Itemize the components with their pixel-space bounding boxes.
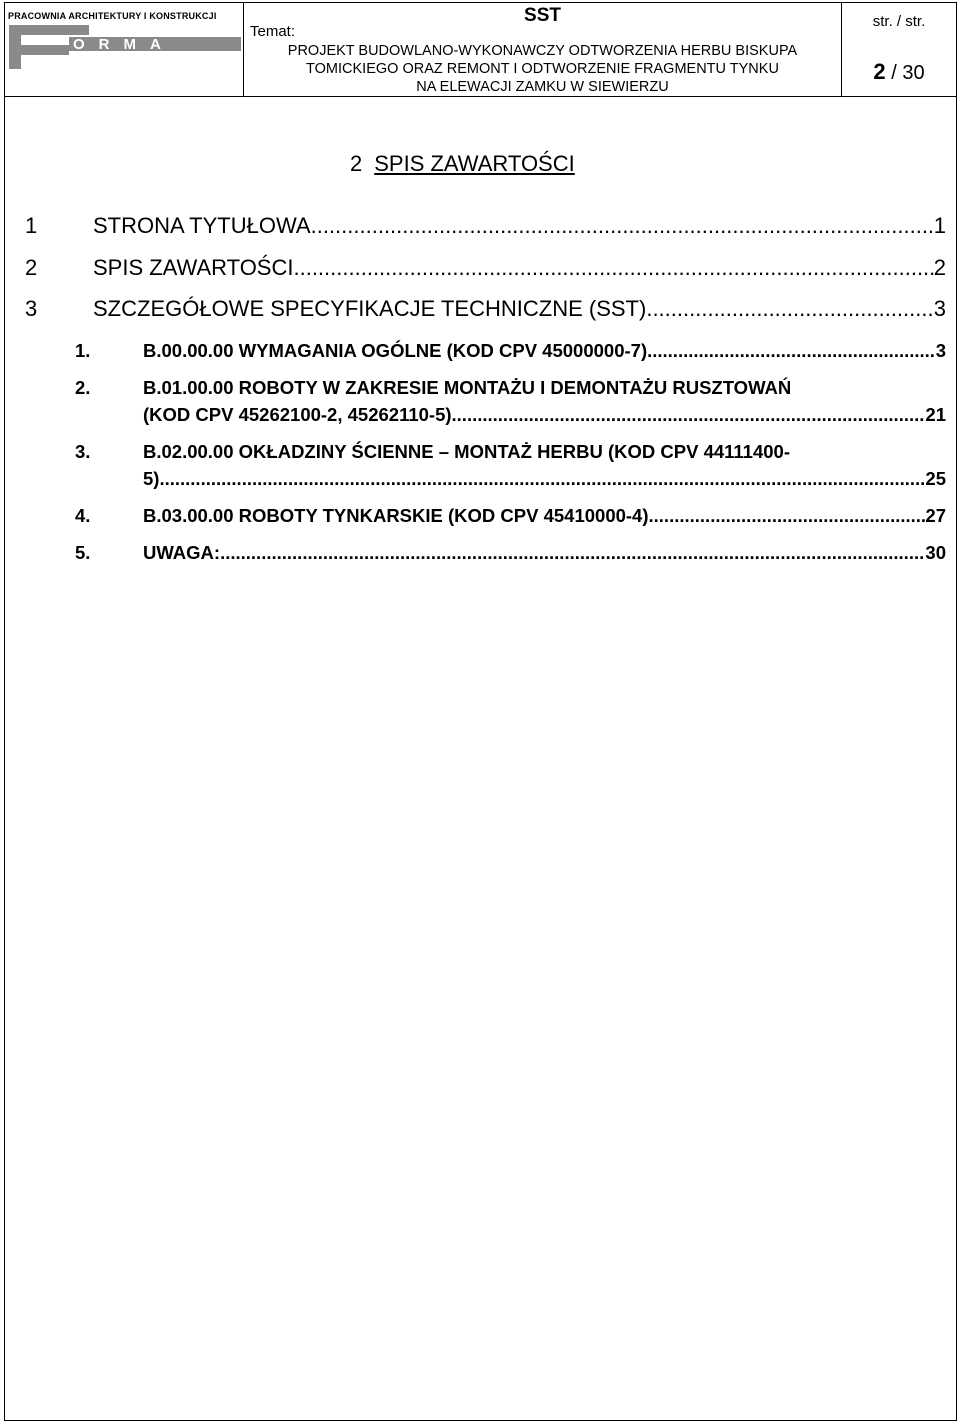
toc-leader-dots [452, 404, 926, 426]
toc-entry-number: 2 [25, 255, 38, 280]
toc-subentry[interactable] [75, 377, 946, 399]
toc-entry-title: SPIS ZAWARTOŚCI [93, 255, 294, 280]
toc-leader-dots [293, 255, 933, 281]
document-code: SST [524, 5, 561, 26]
toc-entry-number: 2. [75, 377, 91, 398]
toc-subentry[interactable] [75, 340, 946, 362]
toc-leader-dots [647, 340, 936, 362]
toc-entry-page: 27 [925, 505, 946, 526]
toc-leader-dots [159, 468, 925, 490]
page-current: 2 [873, 59, 886, 84]
svg-text:ORMA: ORMA [73, 36, 175, 53]
toc-entry-page: 2 [933, 255, 946, 280]
toc-entry-page: 30 [925, 542, 946, 563]
toc-entry[interactable] [25, 296, 946, 322]
subject-line: NA ELEWACJI ZAMKU W SIEWIERZU [416, 79, 669, 95]
document-page [4, 2, 957, 1421]
toc-entry-title: B.00.00.00 WYMAGANIA OGÓLNE (KOD CPV 45000000-7) [143, 340, 648, 361]
toc-entry-continuation: 5) [143, 468, 160, 489]
toc-subentry-continuation[interactable] [143, 468, 946, 490]
subject-label: Temat: [250, 23, 296, 40]
page-total: / 30 [891, 62, 925, 84]
toc-entry-title: STRONA TYTUŁOWA [93, 213, 311, 238]
title-cell [244, 3, 842, 96]
toc-entry-number: 3 [25, 296, 38, 321]
toc-entry-title: SZCZEGÓŁOWE SPECYFIKACJE TECHNICZNE (SST) [93, 296, 647, 321]
toc-subentry[interactable] [75, 505, 946, 527]
toc-entry-page: 3 [933, 296, 946, 321]
toc-entry-title: B.01.00.00 ROBOTY W ZAKRESIE MONTAŻU I DEMONTAŻU RUSZTOWAŃ [143, 377, 792, 398]
toc-entry-number: 4. [75, 505, 91, 526]
toc-entry[interactable] [25, 213, 946, 239]
page-number [842, 59, 956, 85]
toc-leader-dots [311, 213, 934, 239]
toc-entry-continuation: (KOD CPV 45262100-2, 45262110-5) [143, 404, 452, 425]
toc-subentry[interactable] [75, 542, 946, 564]
logo-cell [5, 3, 244, 96]
toc-entry-page: 25 [925, 468, 946, 489]
subject-line: PROJEKT BUDOWLANO-WYKONAWCZY ODTWORZENIA HERBU BISKUPA [287, 43, 798, 59]
toc-subentry[interactable] [75, 441, 946, 463]
forma-logo [7, 23, 242, 71]
toc-entry-number: 1. [75, 340, 91, 361]
toc-entry-page: 1 [933, 213, 946, 238]
toc-heading-title: SPIS ZAWARTOŚCI [374, 151, 575, 176]
page-label: str. / str. [872, 13, 926, 30]
subject-line: TOMICKIEGO ORAZ REMONT I ODTWORZENIE FRAGMENTU TYNKU [306, 61, 779, 77]
page-header [5, 3, 956, 97]
toc-entry[interactable] [25, 255, 946, 281]
toc-entry-title: B.03.00.00 ROBOTY TYNKARSKIE (KOD CPV 45410000-4) [143, 505, 649, 526]
toc-heading-number: 2 [350, 151, 363, 176]
toc-subentry-continuation[interactable] [143, 404, 946, 426]
toc-entry-page: 21 [925, 404, 946, 425]
page-number-cell [842, 3, 956, 96]
toc-entry-number: 5. [75, 542, 91, 563]
toc-entry-page: 3 [935, 340, 946, 361]
toc-entry-title: B.02.00.00 OKŁADZINY ŚCIENNE – MONTAŻ HERBU (KOD CPV 44111400- [143, 441, 791, 462]
toc-entry-number: 3. [75, 441, 91, 462]
toc-heading [350, 151, 575, 177]
toc-entry-title: UWAGA: [143, 542, 221, 563]
toc-leader-dots [649, 505, 926, 527]
firm-name: PRACOWNIA ARCHITEKTURY I KONSTRUKCJI [8, 11, 217, 21]
toc-leader-dots [220, 542, 925, 564]
toc-entry-number: 1 [25, 213, 38, 238]
toc-leader-dots [646, 296, 933, 322]
